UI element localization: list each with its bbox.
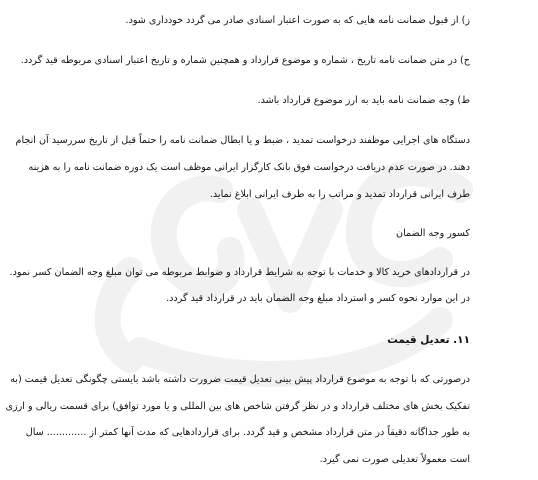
- price-adjustment-line: درصورتی که با توجه به موضوع قرارداد پیش بینی تعدیل قیمت ضرورت داشته باشد بایستی چگونگی تعدیل قیمت (به: [10, 374, 470, 385]
- clause-t: ط) وجه ضمانت نامه باید به ارز موضوع قرارداد باشد.: [257, 95, 470, 106]
- extension-paragraph-line: طرف ایرانی قرارداد تمدید و مراتب را به طرف ایرانی ابلاغ نماید.: [209, 189, 470, 200]
- deduction-line: در قراردادهای خرید کالا و خدمات با توجه به شرایط قرارداد و ضوابط مربوطه می توان مبلغ وجه الضمان کسر نمود.: [9, 267, 470, 278]
- clause-h: ح) در متن ضمانت نامه تاریخ ، شماره و موضوع قرارداد و همچنین شماره و تاریخ اعتبار اسنادی مربوطه قید گردد.: [20, 55, 470, 66]
- price-adjustment-line: است معمولاً تعدیلی صورت نمی گیرد.: [319, 454, 470, 465]
- section-11-heading: ۱۱. تعدیل قیمت: [387, 334, 470, 346]
- deduction-subheading: کسور وجه الضمان: [396, 228, 470, 239]
- extension-paragraph-line: دستگاه های اجرایی موظفند درخواست تمدید ، ضبط و یا ابطال ضمانت نامه را حتماً قبل از تاریخ سررسید آن انجام: [15, 135, 470, 146]
- price-adjustment-line: به طور جداگانه دقیقاً در متن قرارداد مشخص و قید گردد. برای قراردادهایی که مدت آنها کمتر از ............. سال: [25, 427, 470, 438]
- extension-paragraph-line: دهند. در صورت عدم دریافت درخواست فوق بانک کارگزار ایرانی موظف است یک دوره ضمانت نامه را به هزینه: [28, 162, 470, 173]
- price-adjustment-line: تفکیک بخش های مختلف قرارداد و در نظر گرفتن شاخص های بین المللی و یا مورد توافق) برای قسمت ریالی و ارزی: [5, 401, 470, 412]
- clause-z: ز) از قبول ضمانت نامه هایی که به صورت اعتبار اسنادی صادر می گردد خودداری شود.: [125, 15, 470, 26]
- deduction-line: در این موارد نحوه کسر و استرداد مبلغ وجه الضمان باید در قرارداد قید گردد.: [166, 293, 470, 304]
